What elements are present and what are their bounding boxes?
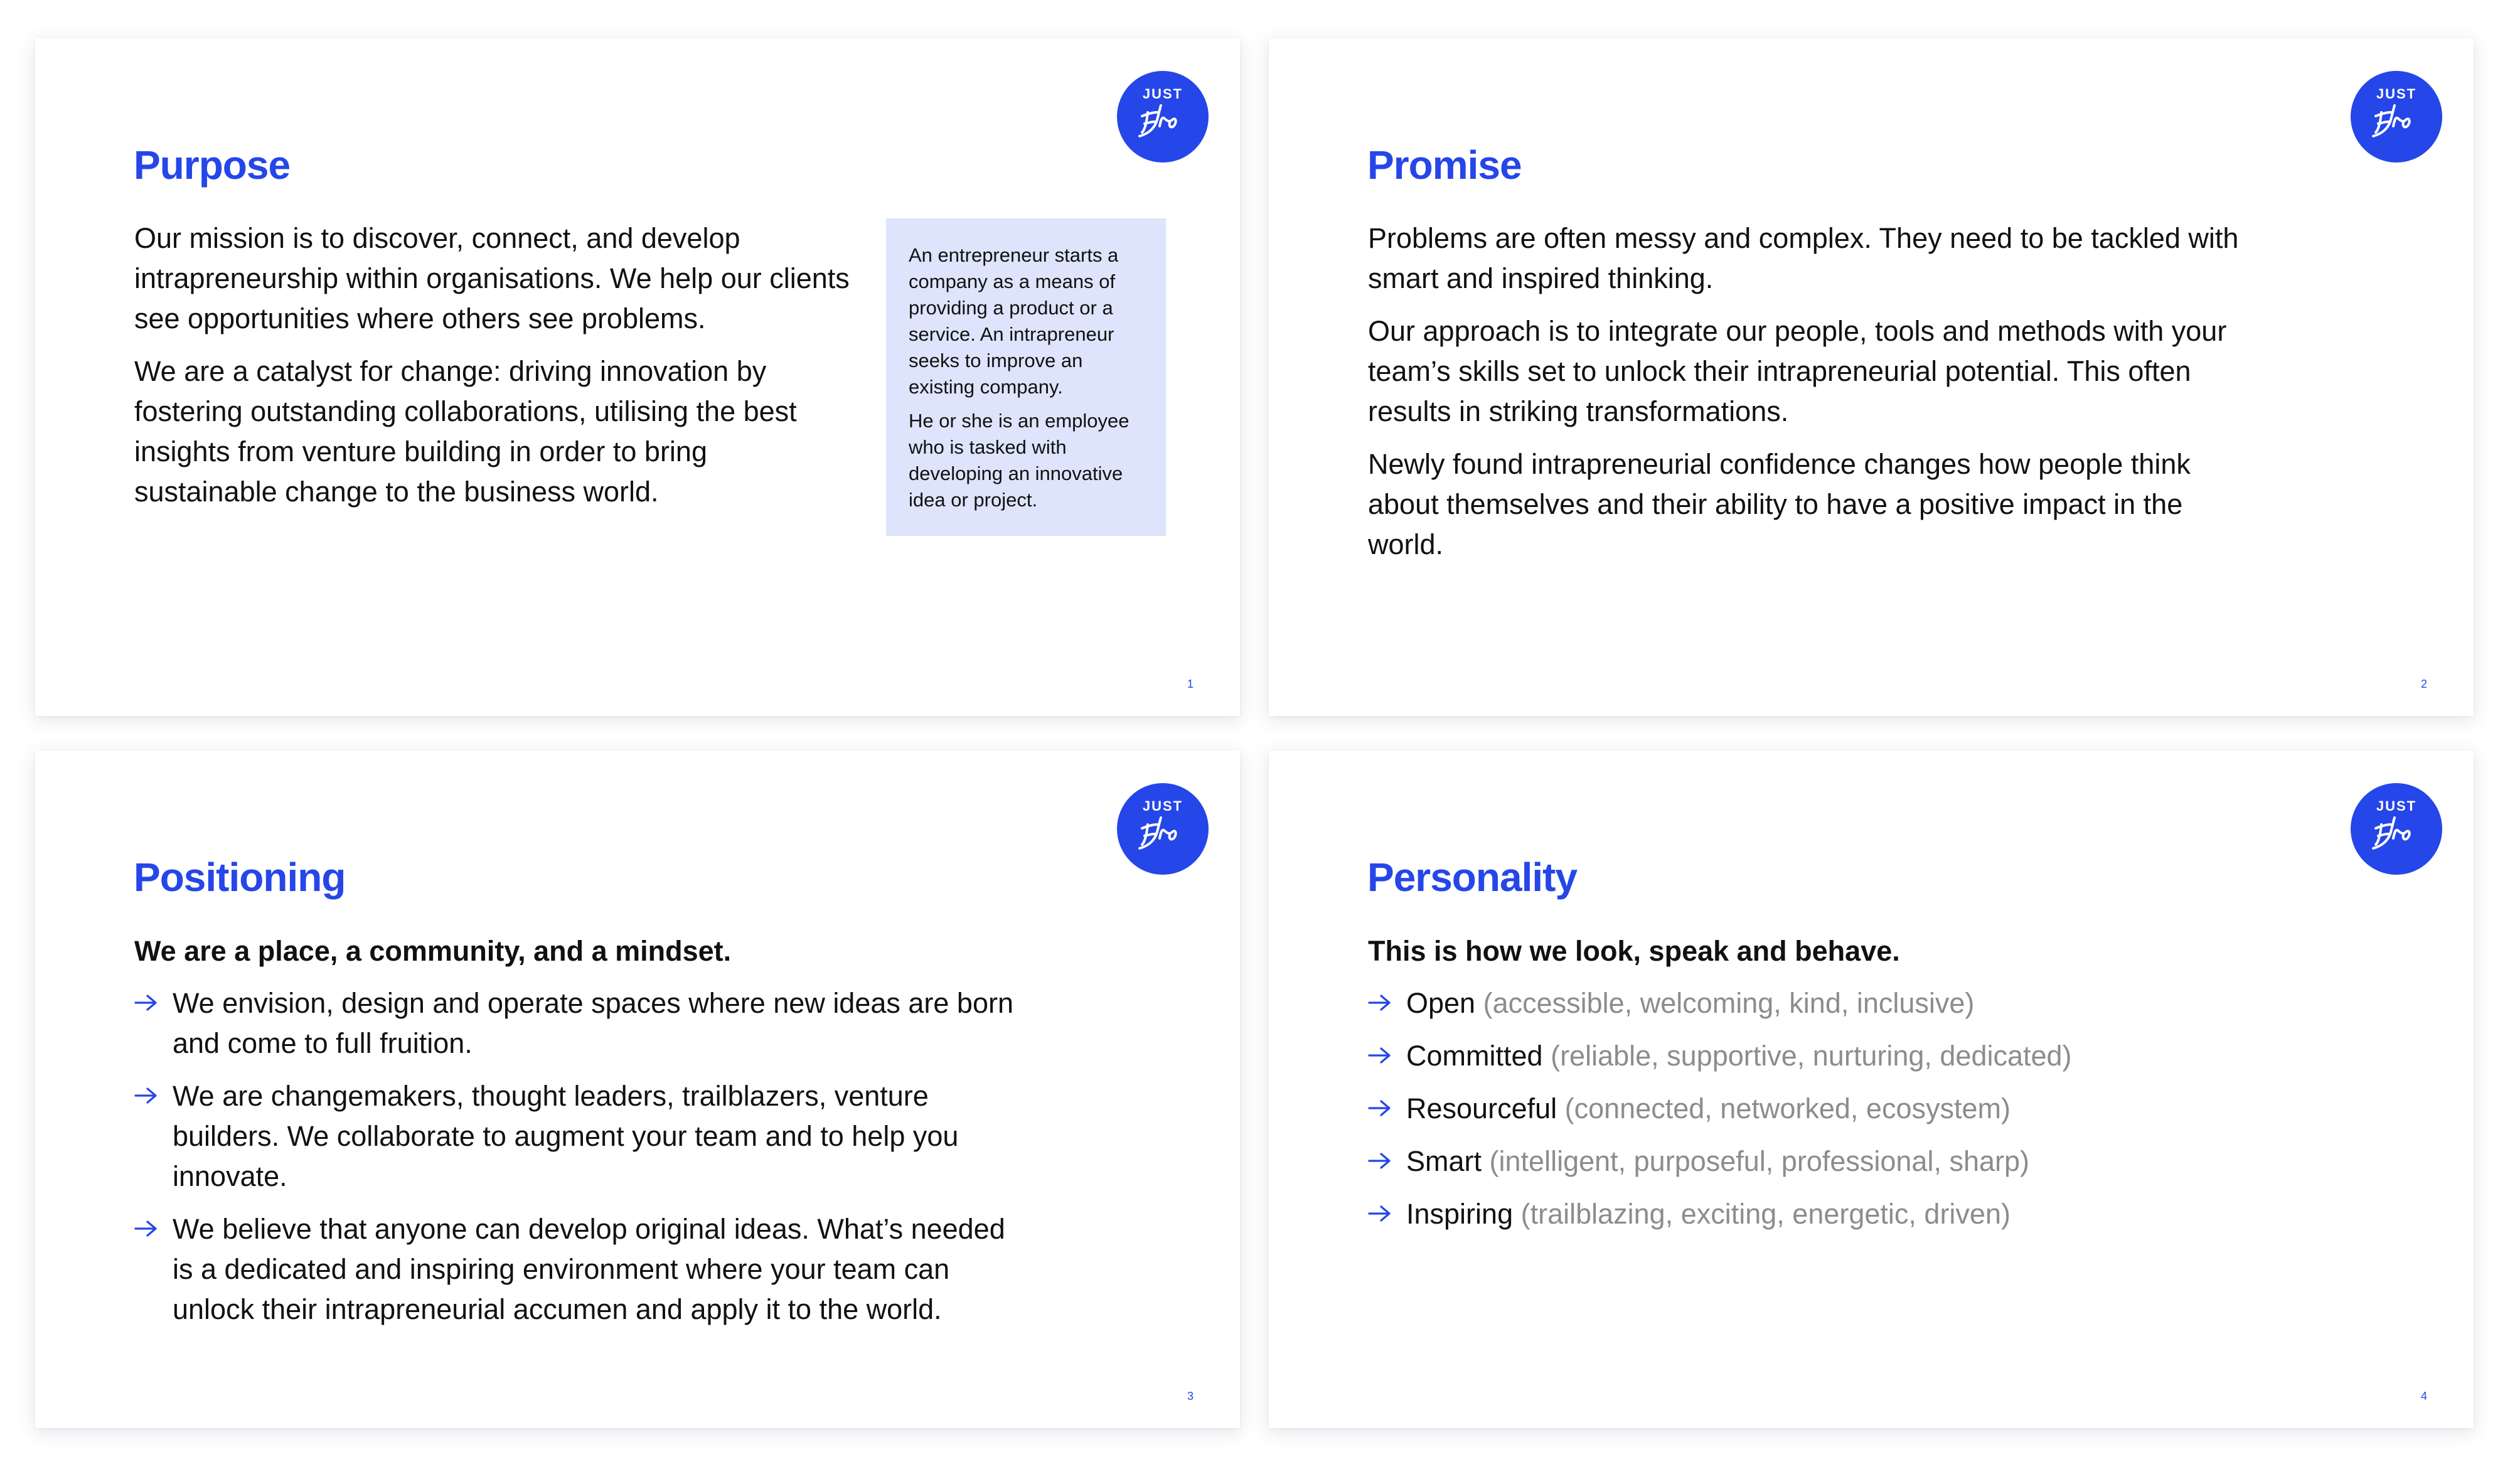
slide-positioning[interactable] bbox=[35, 750, 1240, 1428]
slide-body bbox=[1368, 218, 2259, 577]
page-number: 4 bbox=[2420, 1390, 2427, 1402]
trait-name: Smart bbox=[1406, 1145, 1482, 1177]
bullet-list bbox=[134, 983, 1025, 1330]
page-number: 1 bbox=[1187, 678, 1194, 690]
arrow-right-icon bbox=[1368, 1046, 1392, 1065]
logo bbox=[2351, 783, 2442, 875]
page-number: 2 bbox=[2420, 678, 2427, 690]
trait-item bbox=[1368, 1089, 2309, 1129]
arrow-right-icon bbox=[1368, 1151, 1392, 1170]
lead-statement: We are a place, a community, and a mindset. bbox=[134, 935, 732, 967]
trait-item bbox=[1368, 983, 2309, 1023]
list-item bbox=[134, 1076, 1025, 1197]
page-number: 3 bbox=[1187, 1390, 1194, 1402]
callout-text: He or she is an employee who is tasked with developing an innovative idea or project. bbox=[909, 410, 1130, 511]
trait-name: Inspiring bbox=[1406, 1198, 1514, 1230]
just-do-signature-icon bbox=[2351, 71, 2442, 163]
logo-wordmark: JUST bbox=[2376, 798, 2417, 814]
arrow-right-icon bbox=[1368, 993, 1392, 1012]
trait-item bbox=[1368, 1036, 2309, 1076]
logo-wordmark: JUST bbox=[2376, 86, 2417, 102]
trait-item bbox=[1368, 1141, 2309, 1182]
trait-detail: (trailblazing, exciting, energetic, driven) bbox=[1520, 1198, 2011, 1230]
logo bbox=[1117, 783, 1209, 875]
slide-title: Positioning bbox=[134, 855, 346, 900]
trait-name: Open bbox=[1406, 987, 1476, 1019]
paragraph: Newly found intrapreneurial confidence changes how people think about themselves and their ability to have a positive impact in the world. bbox=[1368, 448, 2191, 560]
paragraph: We are a catalyst for change: driving innovation by fostering outstanding collaborations, utilising the best insights from venture building in order to bring sustainable change to the business world. bbox=[134, 355, 797, 508]
bullet-text: We believe that anyone can develop original ideas. What’s needed is a dedicated and inspiring environment where your team can unlock their intrapreneurial accumen and apply it to the world. bbox=[173, 1213, 1005, 1325]
slide-title: Personality bbox=[1367, 855, 1578, 900]
slide-personality[interactable] bbox=[1269, 750, 2474, 1428]
bullet-text: We are changemakers, thought leaders, trailblazers, venture builders. We collaborate to augment your team and to help you innovate. bbox=[173, 1080, 959, 1192]
trait-detail: (reliable, supportive, nurturing, dedicated) bbox=[1551, 1040, 2072, 1072]
just-do-signature-icon bbox=[2351, 783, 2442, 875]
arrow-right-icon bbox=[134, 1086, 158, 1105]
paragraph: Our mission is to discover, connect, and develop intrapreneurship within organisations. We help our clients see opportunities where others see problems. bbox=[134, 222, 850, 334]
arrow-right-icon bbox=[134, 993, 158, 1012]
trait-list bbox=[1368, 983, 2309, 1234]
trait-name: Committed bbox=[1406, 1040, 1543, 1072]
paragraph: Our approach is to integrate our people, tools and methods with your team’s skills set to unlock their intrapreneurial potential. This often results in striking transformations. bbox=[1368, 315, 2227, 427]
trait-detail: (intelligent, purposeful, professional, sharp) bbox=[1489, 1145, 2030, 1177]
paragraph: Problems are often messy and complex. They need to be tackled with smart and inspired thinking. bbox=[1368, 222, 2239, 294]
arrow-right-icon bbox=[1368, 1099, 1392, 1118]
logo-wordmark: JUST bbox=[1142, 86, 1183, 102]
trait-detail: (connected, networked, ecosystem) bbox=[1564, 1092, 2011, 1124]
slide-title: Purpose bbox=[134, 142, 291, 188]
bullet-text: We envision, design and operate spaces where new ideas are born and come to full fruition. bbox=[173, 987, 1014, 1059]
slide-body bbox=[134, 218, 856, 525]
lead-statement: This is how we look, speak and behave. bbox=[1368, 935, 1900, 967]
list-item bbox=[134, 1209, 1025, 1330]
callout-text: An entrepreneur starts a company as a means of providing a product or a service. An intrapreneur seeks to improve an existing company. bbox=[909, 244, 1119, 398]
slide-purpose[interactable] bbox=[35, 38, 1240, 716]
logo bbox=[1117, 71, 1209, 163]
slide-promise[interactable] bbox=[1269, 38, 2474, 716]
just-do-signature-icon bbox=[1117, 71, 1209, 163]
arrow-right-icon bbox=[1368, 1204, 1392, 1223]
logo bbox=[2351, 71, 2442, 163]
trait-detail: (accessible, welcoming, kind, inclusive) bbox=[1483, 987, 1975, 1019]
trait-item bbox=[1368, 1194, 2309, 1234]
logo-wordmark: JUST bbox=[1142, 798, 1183, 814]
trait-name: Resourceful bbox=[1406, 1092, 1557, 1124]
list-item bbox=[134, 983, 1025, 1064]
slide-title: Promise bbox=[1367, 142, 1522, 188]
just-do-signature-icon bbox=[1117, 783, 1209, 875]
definition-callout bbox=[886, 218, 1166, 536]
arrow-right-icon bbox=[134, 1219, 158, 1238]
